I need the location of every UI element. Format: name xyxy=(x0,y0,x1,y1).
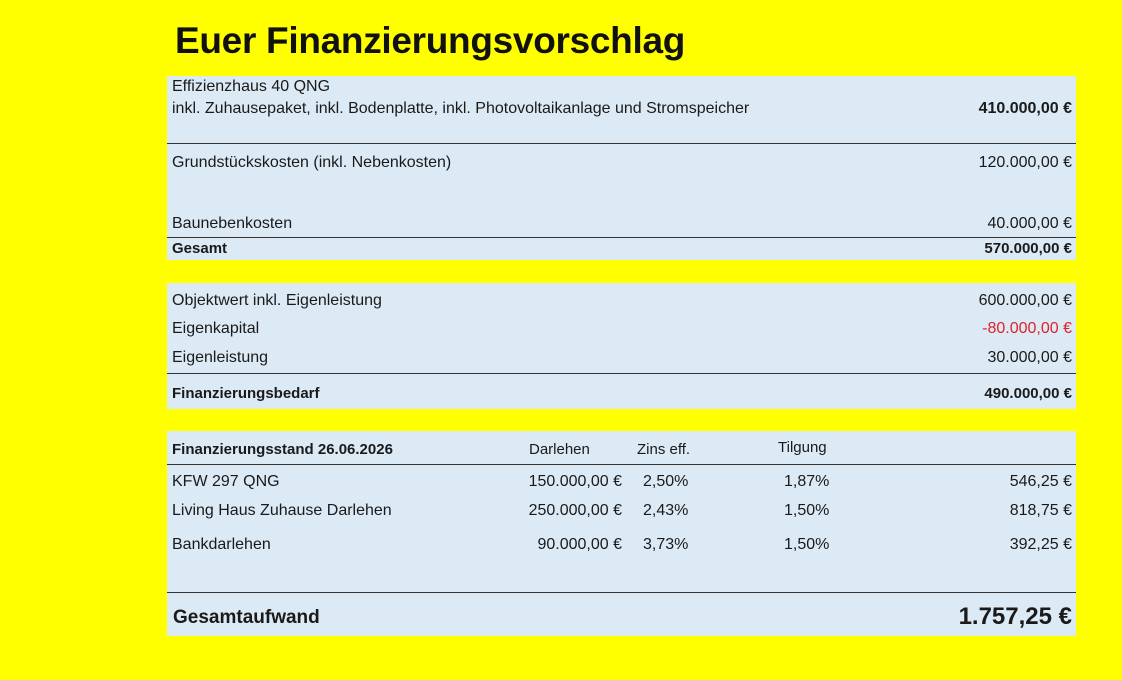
column-header-darlehen: Darlehen xyxy=(529,441,590,458)
objektwert-label: Objektwert inkl. Eigenleistung xyxy=(172,292,382,309)
loan-rate: 392,25 € xyxy=(1009,536,1072,553)
eigenleistung-label: Eigenleistung xyxy=(172,349,269,366)
baunebenkosten-label: Baunebenkosten xyxy=(172,215,293,232)
gesamtaufwand-label: Gesamtaufwand xyxy=(173,607,320,628)
loan-zins: 2,50% xyxy=(643,473,689,490)
house-details-label: inkl. Zuhausepaket, inkl. Bodenplatte, inkl. Photovoltaikanlage und Stromspeicher xyxy=(172,100,750,117)
loan-tilgung: 1,50% xyxy=(784,536,830,553)
finanzierungsbedarf-amount: 490.000,00 € xyxy=(984,385,1072,402)
divider xyxy=(167,592,1076,593)
house-amount: 410.000,00 € xyxy=(978,100,1072,117)
loan-darlehen: 250.000,00 € xyxy=(528,502,622,519)
divider xyxy=(167,143,1076,144)
eigenkapital-label: Eigenkapital xyxy=(172,320,260,337)
loan-tilgung: 1,50% xyxy=(784,502,830,519)
gesamt-amount: 570.000,00 € xyxy=(984,240,1072,257)
divider xyxy=(167,373,1076,374)
finanzierungsbedarf-label: Finanzierungsbedarf xyxy=(172,385,320,402)
eigenkapital-amount: -80.000,00 € xyxy=(982,320,1072,337)
loan-table-title: Finanzierungsstand 26.06.2026 xyxy=(172,441,393,458)
loan-name: Living Haus Zuhause Darlehen xyxy=(172,502,392,519)
loan-table xyxy=(167,431,1076,636)
grundstueck-label: Grundstückskosten (inkl. Nebenkosten) xyxy=(172,154,452,171)
loan-darlehen: 150.000,00 € xyxy=(528,473,622,490)
loan-name: KFW 297 QNG xyxy=(172,473,280,490)
baunebenkosten-amount: 40.000,00 € xyxy=(987,215,1072,232)
cost-section xyxy=(167,76,1076,260)
loan-zins: 3,73% xyxy=(643,536,689,553)
gesamt-label: Gesamt xyxy=(172,240,228,257)
loan-tilgung: 1,87% xyxy=(784,473,830,490)
house-type-label: Effizienzhaus 40 QNG xyxy=(172,78,331,95)
loan-rate: 818,75 € xyxy=(1009,502,1072,519)
eigenleistung-amount: 30.000,00 € xyxy=(987,349,1072,366)
divider xyxy=(167,464,1076,465)
loan-rate: 546,25 € xyxy=(1009,473,1072,490)
objektwert-amount: 600.000,00 € xyxy=(978,292,1072,309)
grundstueck-amount: 120.000,00 € xyxy=(978,154,1072,171)
loan-name: Bankdarlehen xyxy=(172,536,271,553)
loan-darlehen: 90.000,00 € xyxy=(537,536,622,553)
column-header-tilgung: Tilgung xyxy=(778,439,827,456)
gesamtaufwand-amount: 1.757,25 € xyxy=(958,603,1072,630)
page-title: Euer Finanzierungsvorschlag xyxy=(175,20,686,61)
loan-zins: 2,43% xyxy=(643,502,689,519)
column-header-zins: Zins eff. xyxy=(637,441,691,458)
financing-need-section xyxy=(167,283,1076,409)
divider xyxy=(167,237,1076,238)
